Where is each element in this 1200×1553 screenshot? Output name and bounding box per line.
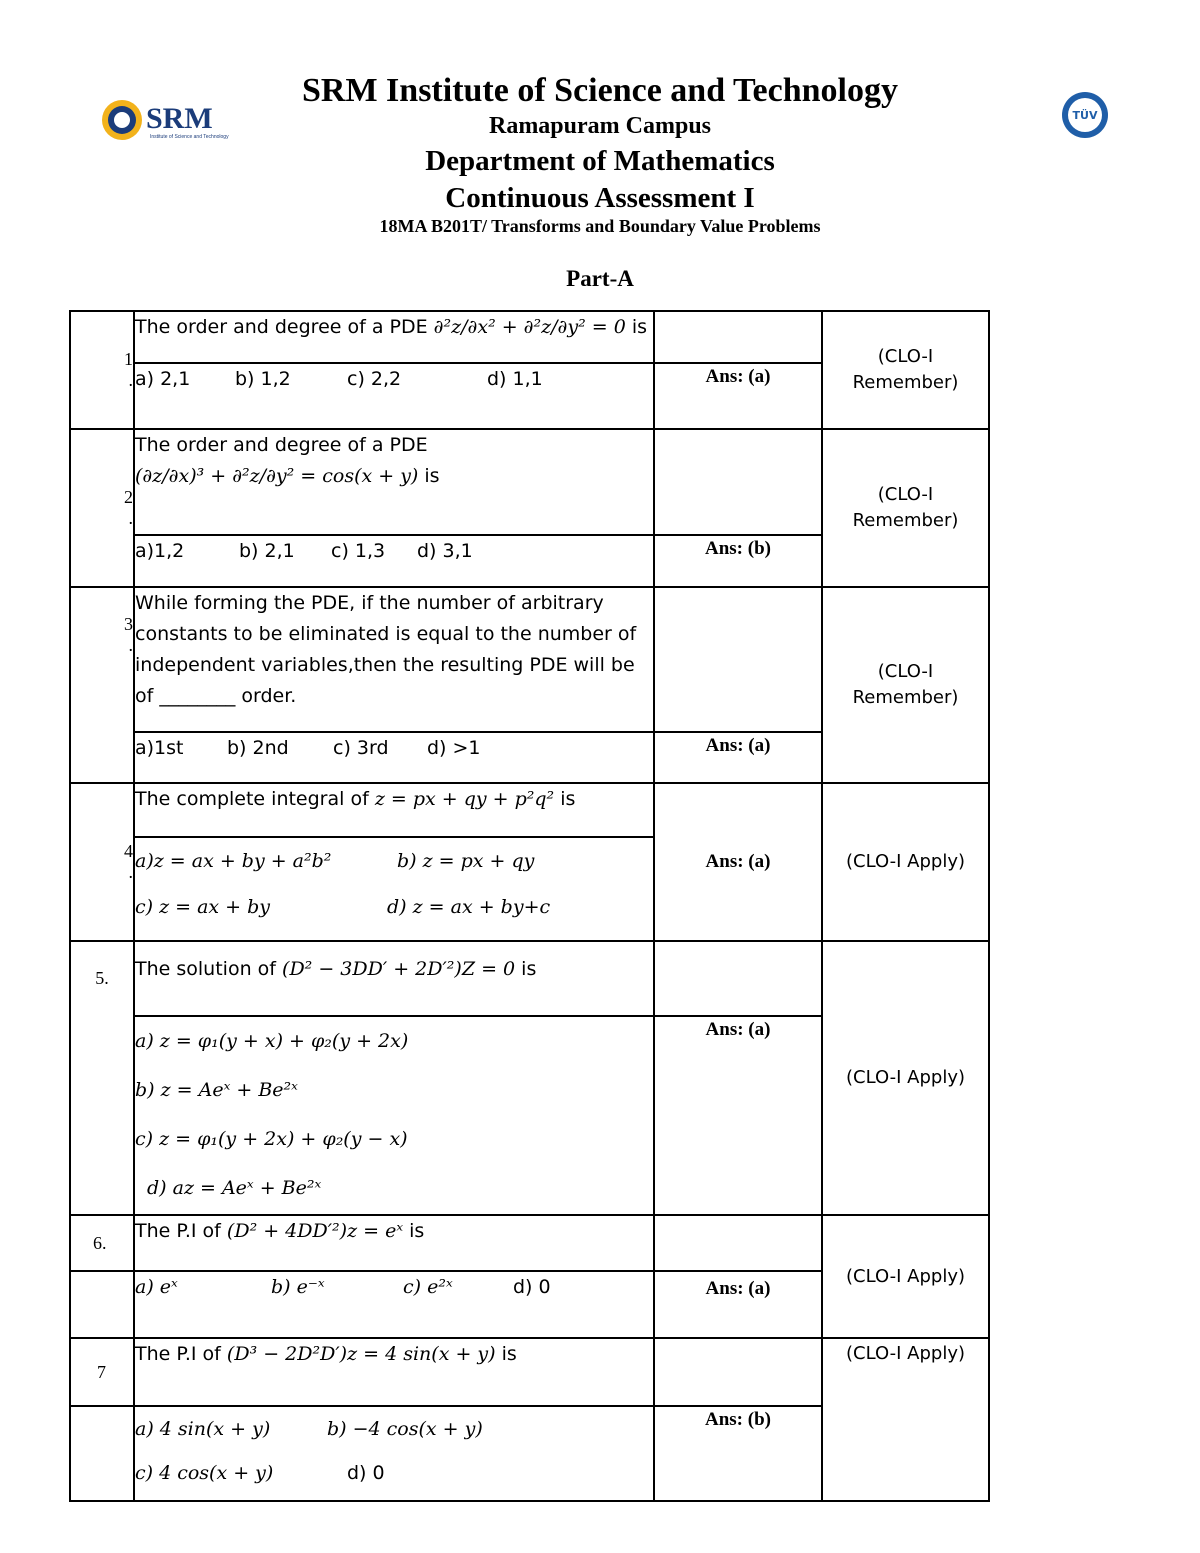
clo-tag: (CLO-I Remember): [822, 587, 989, 783]
srm-logo-text: SRM: [146, 102, 213, 135]
clo-tag: (CLO-I Apply): [822, 783, 989, 941]
question-stem: The order and degree of a PDE ∂²z/∂x² + ∂²z/∂y² = 0 is: [134, 311, 654, 363]
question-stem: The P.I of (D³ − 2D²D′)z = 4 sin(x + y) is: [134, 1338, 654, 1406]
option-b: b) z = px + qy: [397, 850, 535, 872]
question-equation: (D² − 3DD′ + 2D′²)Z = 0: [282, 958, 516, 980]
clo-tag: (CLO-I Remember): [822, 311, 989, 429]
question-row: [70, 783, 989, 837]
option-b: b) 2,1: [239, 540, 295, 562]
srm-logo-subtext: Institute of Science and Technology: [150, 134, 229, 140]
option-a: a)z = ax + by + a²b²: [135, 850, 332, 872]
question-stem: The order and degree of a PDE (∂z/∂x)³ + ∂²z/∂y² = cos(x + y) is: [134, 429, 654, 535]
clo-tag: (CLO-I Apply): [822, 1338, 989, 1501]
question-stem: The complete integral of z = px + qy + p²q² is: [134, 783, 654, 837]
question-number: 1 .: [70, 311, 134, 429]
option-a: a) eˣ: [135, 1276, 178, 1298]
question-number: 6.: [70, 1215, 134, 1271]
question-row: [70, 1215, 989, 1271]
clo-tag: (CLO-I Apply): [822, 1215, 989, 1338]
option-c: c) 2,2: [347, 368, 402, 390]
option-b: b) z = Aeˣ + Be²ˣ: [135, 1079, 298, 1101]
option-d: d) 0: [347, 1462, 385, 1484]
option-b: b) 2nd: [227, 737, 289, 759]
course-title: 18MA B201T/ Transforms and Boundary Value Problems: [379, 216, 821, 236]
question-stem: The P.I of (D² + 4DD′²)z = eˣ is: [134, 1215, 654, 1271]
option-c: c) z = φ₁(y + 2x) + φ₂(y − x): [135, 1128, 408, 1150]
question-stem: While forming the PDE, if the number of arbitrary constants to be eliminated is equal to the number of independent variables,then the resulting PDE will be of ________ order.: [134, 587, 654, 732]
option-d: d) z = ax + by+c: [387, 896, 551, 918]
answer-options: [134, 732, 654, 783]
answer-key: Ans: (b): [654, 535, 822, 587]
question-row: [70, 587, 989, 732]
question-number: 3 .: [70, 587, 134, 783]
question-row: [70, 311, 989, 363]
answer-options: [134, 1406, 654, 1501]
option-c: c) e²ˣ: [403, 1276, 453, 1298]
question-number: 2 .: [70, 429, 134, 587]
option-c: c) 1,3: [331, 540, 386, 562]
answer-key: Ans: (a): [654, 732, 822, 783]
answer-options: [134, 1271, 654, 1338]
question-table: [69, 310, 990, 1502]
option-d: d) 3,1: [417, 540, 473, 562]
answer-key: Ans: (b): [654, 1406, 822, 1501]
answer-key: Ans: (a): [654, 783, 822, 941]
answer-key: Ans: (a): [654, 1016, 822, 1215]
assessment-title: Continuous Assessment I: [445, 182, 755, 214]
option-b: b) e⁻ˣ: [271, 1276, 325, 1298]
clo-tag: (CLO-I Remember): [822, 429, 989, 587]
option-a: a) 2,1: [135, 368, 191, 390]
institute-title: SRM Institute of Science and Technology: [302, 72, 898, 109]
question-row: [70, 941, 989, 1016]
question-number: 5.: [70, 941, 134, 1215]
option-d: d) az = Aeˣ + Be²ˣ: [147, 1177, 322, 1199]
question-row: [70, 1338, 989, 1406]
option-a: a) z = φ₁(y + x) + φ₂(y + 2x): [135, 1030, 409, 1052]
question-equation: (D³ − 2D²D′)z = 4 sin(x + y): [226, 1343, 496, 1365]
option-d: d) 0: [513, 1276, 551, 1298]
answer-options: [134, 1016, 654, 1215]
option-c: c) z = ax + by: [135, 896, 271, 918]
answer-options: [134, 535, 654, 587]
question-equation: ∂²z/∂x² + ∂²z/∂y² = 0: [433, 316, 626, 338]
option-c: c) 4 cos(x + y): [135, 1462, 274, 1484]
campus-name: Ramapuram Campus: [488, 113, 712, 139]
option-a: a)1st: [135, 737, 184, 759]
option-b: b) −4 cos(x + y): [327, 1418, 483, 1440]
option-d: d) >1: [427, 737, 481, 759]
answer-key: Ans: (a): [654, 1271, 822, 1338]
tuv-logo-text: TÜV: [1072, 109, 1098, 122]
clo-tag: (CLO-I Apply): [822, 941, 989, 1215]
option-a: a)1,2: [135, 540, 185, 562]
option-c: c) 3rd: [333, 737, 389, 759]
question-number: 4 .: [70, 783, 134, 941]
department-name: Department of Mathematics: [425, 145, 775, 177]
answer-options: [134, 837, 654, 941]
question-equation: (∂z/∂x)³ + ∂²z/∂y² = cos(x + y): [135, 465, 419, 487]
option-a: a) 4 sin(x + y): [135, 1418, 271, 1440]
question-equation: z = px + qy + p²q²: [374, 788, 555, 810]
option-d: d) 1,1: [487, 368, 543, 390]
question-stem: The solution of (D² − 3DD′ + 2D′²)Z = 0 is: [134, 941, 654, 1016]
option-b: b) 1,2: [235, 368, 291, 390]
question-row: [70, 429, 989, 535]
question-number: 7: [70, 1338, 134, 1406]
answer-options: [134, 363, 654, 429]
question-equation: (D² + 4DD′²)z = eˣ: [226, 1220, 404, 1242]
part-title: Part-A: [566, 266, 634, 291]
answer-key: Ans: (a): [654, 363, 822, 429]
